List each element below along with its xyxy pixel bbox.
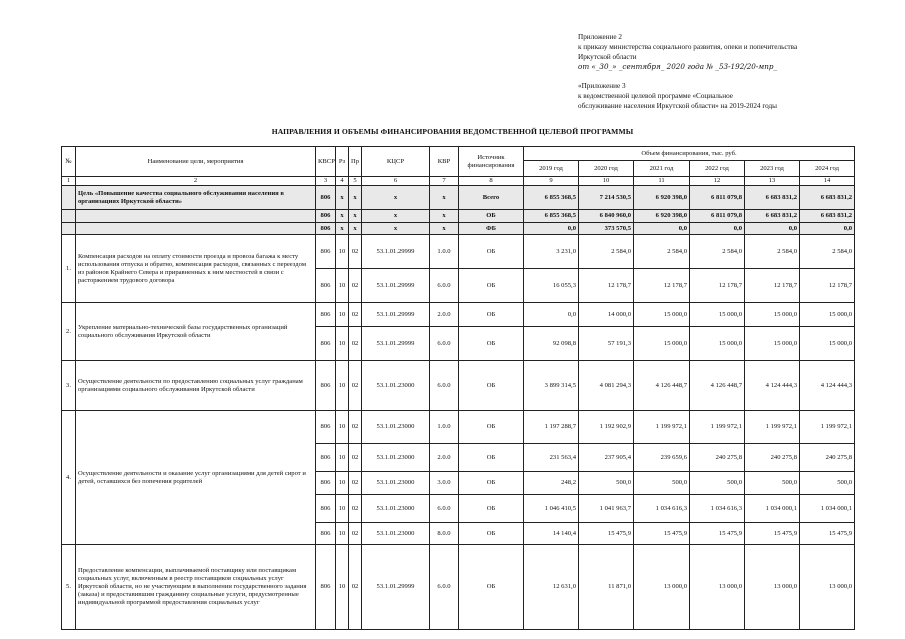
cell-amount: 4 081 294,3 — [579, 361, 634, 411]
cell-amount: 15 475,9 — [634, 523, 690, 545]
cell-amount: 2 584,0 — [579, 235, 634, 269]
cell-rz: 10 — [336, 235, 349, 269]
column-number-row — [62, 177, 855, 186]
cell-amount: 6 920 398,0 — [634, 186, 690, 210]
header-source: Источник финансирования — [459, 147, 524, 177]
cell-rz: 10 — [336, 444, 349, 472]
cell-kvr: х — [430, 223, 459, 235]
cell-rz: х — [336, 186, 349, 210]
cell-kvsr: 806 — [316, 210, 336, 223]
header-year: 2023 год — [745, 161, 800, 177]
cell-rz: 10 — [336, 472, 349, 495]
cell-pr: 02 — [349, 523, 362, 545]
cell-amount: 6 920 398,0 — [634, 210, 690, 223]
cell-amount: 14 000,0 — [579, 303, 634, 327]
cell-amount: 12 178,7 — [579, 269, 634, 303]
cell-kvr: 2.0.0 — [430, 444, 459, 472]
cell-source: ОБ — [459, 235, 524, 269]
cell-source: ОБ — [459, 361, 524, 411]
order-date-line: от «_30_» _сентября_ 2020 года № _53-192/20-мпр_ — [578, 62, 778, 71]
cell-amount: 12 631,0 — [524, 545, 579, 630]
item-num: 1. — [62, 235, 76, 303]
item-num: 4. — [62, 411, 76, 545]
cell-rz: 10 — [336, 269, 349, 303]
item-name: Осуществление деятельности по предоставлению социальных услуг гражданам организациями социального обслуживания Иркутской области — [76, 361, 316, 411]
item-name: Укрепление материально-технической базы государственных организаций социального обслуживания Иркутской области — [76, 303, 316, 361]
appendix-line: Приложение 2 — [578, 33, 622, 41]
cell-kvr: 6.0.0 — [430, 327, 459, 361]
cell-amount: 15 000,0 — [800, 327, 855, 361]
cell-rz: 10 — [336, 523, 349, 545]
cell-amount: 373 570,5 — [579, 223, 634, 235]
header-year: 2021 год — [634, 161, 690, 177]
cell-amount: 6 683 831,2 — [800, 186, 855, 210]
cell-amount: 240 275,8 — [690, 444, 745, 472]
goal-row — [62, 210, 855, 223]
header-row — [62, 147, 855, 161]
cell-amount: 500,0 — [634, 472, 690, 495]
cell-kcsr: 53.1.01.29999 — [362, 235, 430, 269]
appendix-line: обслуживание населения Иркутской области» на 2019-2024 годы — [578, 102, 777, 110]
cell-pr: х — [349, 223, 362, 235]
cell-amount: 6 855 368,5 — [524, 210, 579, 223]
header-year: 2022 год — [690, 161, 745, 177]
cell-pr: 02 — [349, 545, 362, 630]
cell-kvr: 1.0.0 — [430, 411, 459, 444]
cell-kcsr: 53.1.01.23000 — [362, 411, 430, 444]
cell-amount: 13 000,0 — [745, 545, 800, 630]
cell-amount: 15 475,9 — [745, 523, 800, 545]
item-num: 3. — [62, 361, 76, 411]
cell-pr: 02 — [349, 303, 362, 327]
cell-kcsr: х — [362, 210, 430, 223]
cell-kvr: 3.0.0 — [430, 472, 459, 495]
cell-amount: 2 584,0 — [800, 235, 855, 269]
cell-source: ОБ — [459, 210, 524, 223]
col-number: 9 — [524, 177, 579, 186]
cell-pr: 02 — [349, 361, 362, 411]
table-row — [62, 545, 855, 630]
cell-kvr: 6.0.0 — [430, 545, 459, 630]
cell-kvr: 2.0.0 — [430, 303, 459, 327]
cell-kcsr: 53.1.01.29999 — [362, 327, 430, 361]
goal-num — [62, 186, 76, 210]
goal-num — [62, 210, 76, 223]
cell-amount: 12 178,7 — [634, 269, 690, 303]
col-number: 11 — [634, 177, 690, 186]
cell-kvsr: 806 — [316, 186, 336, 210]
table-row — [62, 235, 855, 269]
cell-kvr: 6.0.0 — [430, 361, 459, 411]
cell-amount: 12 178,7 — [690, 269, 745, 303]
col-number: 7 — [430, 177, 459, 186]
cell-amount: 4 126 448,7 — [690, 361, 745, 411]
cell-rz: 10 — [336, 495, 349, 523]
cell-amount: 13 000,0 — [800, 545, 855, 630]
header-name: Наименование цели, мероприятия — [76, 147, 316, 177]
cell-source: ОБ — [459, 472, 524, 495]
cell-amount: 57 191,3 — [579, 327, 634, 361]
financing-table — [61, 146, 855, 630]
cell-amount: 7 214 530,5 — [579, 186, 634, 210]
cell-source: ОБ — [459, 269, 524, 303]
cell-kvr: 6.0.0 — [430, 495, 459, 523]
header-kcsr: КЦСР — [362, 147, 430, 177]
cell-amount: 15 000,0 — [800, 303, 855, 327]
item-name: Осуществление деятельности и оказание услуг организациями для детей сирот и детей, оставшихся без попечения родителей — [76, 411, 316, 545]
cell-amount: 0,0 — [634, 223, 690, 235]
header-num: № — [62, 147, 76, 177]
cell-rz: 10 — [336, 411, 349, 444]
cell-amount: 15 000,0 — [690, 303, 745, 327]
col-number: 13 — [745, 177, 800, 186]
cell-amount: 1 192 902,9 — [579, 411, 634, 444]
cell-rz: х — [336, 210, 349, 223]
cell-kvr: 6.0.0 — [430, 269, 459, 303]
cell-kcsr: 53.1.01.29999 — [362, 269, 430, 303]
cell-amount: 15 475,9 — [579, 523, 634, 545]
cell-kvsr: 806 — [316, 495, 336, 523]
cell-amount: 15 000,0 — [745, 303, 800, 327]
goal-name-blank — [76, 210, 316, 223]
cell-kvr: х — [430, 210, 459, 223]
col-number: 4 — [336, 177, 349, 186]
cell-amount: 2 584,0 — [634, 235, 690, 269]
cell-source: ФБ — [459, 223, 524, 235]
goal-name: Цель «Повышение качества социального обслуживания населения в организациях Иркутской области» — [76, 186, 316, 210]
cell-source: ОБ — [459, 444, 524, 472]
appendix-line: к ведомственной целевой программе «Социальное — [578, 92, 733, 100]
header-kvsr: КВСР — [316, 147, 336, 177]
cell-amount: 0,0 — [524, 223, 579, 235]
cell-amount: 0,0 — [524, 303, 579, 327]
cell-amount: 231 563,4 — [524, 444, 579, 472]
cell-pr: 02 — [349, 411, 362, 444]
cell-kcsr: 53.1.01.23000 — [362, 361, 430, 411]
cell-pr: 02 — [349, 327, 362, 361]
cell-pr: 02 — [349, 235, 362, 269]
cell-amount: 1 199 972,1 — [800, 411, 855, 444]
document-title: НАПРАВЛЕНИЯ И ОБЪЕМЫ ФИНАНСИРОВАНИЯ ВЕДОМСТВЕННОЙ ЦЕЛЕВОЙ ПРОГРАММЫ — [271, 127, 634, 136]
cell-amount: 15 475,9 — [800, 523, 855, 545]
cell-rz: 10 — [336, 545, 349, 630]
col-number: 1 — [62, 177, 76, 186]
cell-amount: 500,0 — [800, 472, 855, 495]
header-year: 2024 год — [800, 161, 855, 177]
cell-source: ОБ — [459, 495, 524, 523]
cell-amount: 1 034 000,1 — [745, 495, 800, 523]
goal-row — [62, 186, 855, 210]
goal-row — [62, 223, 855, 235]
cell-amount: 239 659,6 — [634, 444, 690, 472]
col-number: 12 — [690, 177, 745, 186]
cell-amount: 15 000,0 — [690, 327, 745, 361]
cell-kvsr: 806 — [316, 361, 336, 411]
cell-amount: 6 683 831,2 — [745, 186, 800, 210]
cell-amount: 500,0 — [579, 472, 634, 495]
cell-kvsr: 806 — [316, 235, 336, 269]
cell-amount: 11 871,0 — [579, 545, 634, 630]
cell-pr: х — [349, 186, 362, 210]
goal-name-blank — [76, 223, 316, 235]
cell-source: ОБ — [459, 327, 524, 361]
cell-pr: х — [349, 210, 362, 223]
cell-rz: 10 — [336, 361, 349, 411]
cell-kcsr: 53.1.01.29999 — [362, 545, 430, 630]
appendix-line: Иркутской области — [578, 53, 637, 61]
col-number: 6 — [362, 177, 430, 186]
cell-rz: 10 — [336, 327, 349, 361]
cell-source: ОБ — [459, 523, 524, 545]
item-num: 5. — [62, 545, 76, 630]
cell-amount: 15 000,0 — [634, 327, 690, 361]
item-name: Компенсация расходов на оплату стоимости проезда и провоза багажа к месту использования отпуска и обратно, компенсация расходов, связанных с переездом из районов Крайнего Севера и приравненных к ним местностей в связи с расторжением трудового договора — [76, 235, 316, 303]
cell-amount: 237 905,4 — [579, 444, 634, 472]
cell-amount: 1 199 972,1 — [634, 411, 690, 444]
header-volume: Объем финансирования, тыс. руб. — [524, 147, 855, 161]
cell-amount: 1 034 616,3 — [690, 495, 745, 523]
cell-amount: 240 275,8 — [745, 444, 800, 472]
cell-amount: 14 140,4 — [524, 523, 579, 545]
cell-source: Всего — [459, 186, 524, 210]
cell-kvsr: 806 — [316, 545, 336, 630]
cell-amount: 6 811 079,8 — [690, 186, 745, 210]
cell-kcsr: 53.1.01.29999 — [362, 303, 430, 327]
cell-amount: 15 475,9 — [690, 523, 745, 545]
cell-pr: 02 — [349, 472, 362, 495]
cell-kvsr: 806 — [316, 472, 336, 495]
cell-kcsr: х — [362, 223, 430, 235]
header-rz: Рз — [336, 147, 349, 177]
cell-kvsr: 806 — [316, 523, 336, 545]
cell-pr: 02 — [349, 495, 362, 523]
item-name: Предоставление компенсации, выплачиваемой поставщику или поставщикам социальных услуг, включенным в реестр поставщиков социальных услуг Иркутской области, но не участвующим в выполнении государственного задания (заказа) и предоставившим гражданину социальные услуги, предусмотренные индивидуальной программой предоставления социальных услуг — [76, 545, 316, 630]
cell-kvr: 1.0.0 — [430, 235, 459, 269]
cell-amount: 1 199 972,1 — [745, 411, 800, 444]
cell-pr: 02 — [349, 269, 362, 303]
col-number: 3 — [316, 177, 336, 186]
cell-amount: 2 584,0 — [690, 235, 745, 269]
cell-amount: 3 899 314,5 — [524, 361, 579, 411]
cell-amount: 0,0 — [745, 223, 800, 235]
cell-amount: 13 000,0 — [690, 545, 745, 630]
cell-amount: 4 124 444,3 — [745, 361, 800, 411]
cell-amount: 1 034 000,1 — [800, 495, 855, 523]
cell-amount: 13 000,0 — [634, 545, 690, 630]
col-number: 8 — [459, 177, 524, 186]
cell-amount: 4 126 448,7 — [634, 361, 690, 411]
cell-amount: 240 275,8 — [800, 444, 855, 472]
cell-amount: 6 855 368,5 — [524, 186, 579, 210]
cell-amount: 15 000,0 — [745, 327, 800, 361]
cell-kvsr: 806 — [316, 303, 336, 327]
cell-rz: х — [336, 223, 349, 235]
cell-amount: 0,0 — [690, 223, 745, 235]
cell-amount: 1 041 963,7 — [579, 495, 634, 523]
table-row — [62, 361, 855, 411]
header-pr: Пр — [349, 147, 362, 177]
table-row — [62, 411, 855, 444]
cell-amount: 1 197 288,7 — [524, 411, 579, 444]
cell-amount: 12 178,7 — [745, 269, 800, 303]
cell-rz: 10 — [336, 303, 349, 327]
header-year: 2020 год — [579, 161, 634, 177]
cell-amount: 92 098,8 — [524, 327, 579, 361]
cell-kvsr: 806 — [316, 444, 336, 472]
cell-kvr: 8.0.0 — [430, 523, 459, 545]
cell-amount: 248,2 — [524, 472, 579, 495]
col-number: 14 — [800, 177, 855, 186]
appendix-line: «Приложение 3 — [578, 82, 626, 90]
cell-amount: 1 199 972,1 — [690, 411, 745, 444]
cell-kvsr: 806 — [316, 223, 336, 235]
cell-amount: 3 231,0 — [524, 235, 579, 269]
goal-num — [62, 223, 76, 235]
cell-amount: 500,0 — [690, 472, 745, 495]
cell-amount: 1 046 410,5 — [524, 495, 579, 523]
cell-amount: 16 055,3 — [524, 269, 579, 303]
item-num: 2. — [62, 303, 76, 361]
cell-kcsr: 53.1.01.23000 — [362, 472, 430, 495]
cell-amount: 15 000,0 — [634, 303, 690, 327]
cell-source: ОБ — [459, 303, 524, 327]
cell-kcsr: 53.1.01.23000 — [362, 444, 430, 472]
cell-source: ОБ — [459, 545, 524, 630]
cell-kcsr: 53.1.01.23000 — [362, 523, 430, 545]
header-year: 2019 год — [524, 161, 579, 177]
cell-kvr: х — [430, 186, 459, 210]
cell-amount: 0,0 — [800, 223, 855, 235]
col-number: 2 — [76, 177, 316, 186]
col-number: 10 — [579, 177, 634, 186]
cell-pr: 02 — [349, 444, 362, 472]
cell-kvsr: 806 — [316, 411, 336, 444]
col-number: 5 — [349, 177, 362, 186]
cell-amount: 2 584,0 — [745, 235, 800, 269]
cell-amount: 6 683 831,2 — [800, 210, 855, 223]
cell-amount: 12 178,7 — [800, 269, 855, 303]
header-kvr: КВР — [430, 147, 459, 177]
cell-amount: 6 683 831,2 — [745, 210, 800, 223]
cell-kvsr: 806 — [316, 269, 336, 303]
table-row — [62, 303, 855, 327]
cell-amount: 500,0 — [745, 472, 800, 495]
cell-amount: 6 840 960,0 — [579, 210, 634, 223]
cell-kcsr: х — [362, 186, 430, 210]
cell-amount: 1 034 616,3 — [634, 495, 690, 523]
appendix-block — [578, 32, 797, 111]
cell-kvsr: 806 — [316, 327, 336, 361]
cell-amount: 6 811 079,8 — [690, 210, 745, 223]
cell-kcsr: 53.1.01.23000 — [362, 495, 430, 523]
cell-amount: 4 124 444,3 — [800, 361, 855, 411]
appendix-line: к приказу министерства социального развития, опеки и попечительства — [578, 43, 798, 51]
cell-source: ОБ — [459, 411, 524, 444]
